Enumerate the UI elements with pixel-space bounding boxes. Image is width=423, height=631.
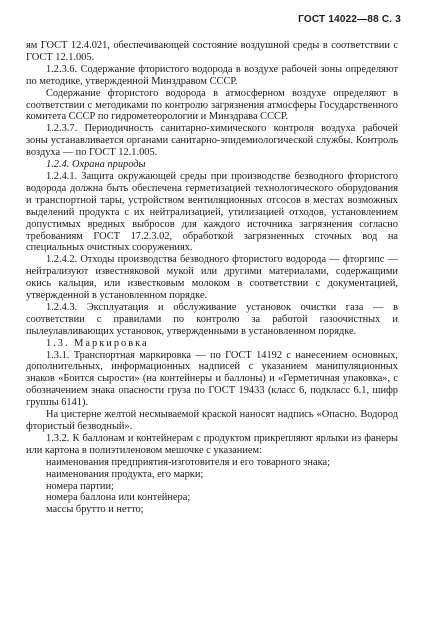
paragraph: 1.3.2. К баллонам и контейнерам с продуктом прикрепляют ярлыки из фанеры или картона в полиэтиленовом мешочке с указанием: (26, 432, 398, 456)
list-item: номера баллона или контейнера; (46, 492, 191, 504)
page-header: ГОСТ 14022—88 С. 3 (298, 14, 401, 25)
paragraph: Содержание фтористого водорода в атмосферном воздухе определяют в соответствии с методиками по контролю загрязнения атмосферы Государственного комитета СССР по гидрометеорологии и Минздрава СССР. (26, 87, 398, 123)
paragraph: 1.2.4.3. Эксплуатация и обслуживание установок очистки газа — в соответствии с правилами по контролю за работой газоочистных и пылеулавливающих установок, утвержденными в установленном порядке. (26, 301, 398, 337)
paragraph: 1.2.4.2. Отходы производства безводного фтористого водорода — фторгипс — нейтрализуют известняковой мукой или другими материалами, содержащими окись кальция, или известковым молоком в соответствии с документацией, утвержденной в установленном порядке. (26, 254, 398, 302)
section-heading-nature-protection: 1.2.4. Охрана природы (46, 159, 146, 171)
paragraph: 1.2.3.6. Содержание фтористого водорода в воздухе рабочей зоны определяют по методике, утвержденной Минздравом СССР. (26, 63, 398, 87)
paragraph: На цистерне желтой несмываемой краской наносят надпись «Опасно. Водород фтористый безводный». (26, 409, 398, 432)
list-item: наименования продукта, его марки; (46, 468, 204, 480)
paragraph: ям ГОСТ 12.4.021, обеспечивающей состояние воздушной среды в соответствии с ГОСТ 12.1.005. (26, 40, 398, 63)
paragraph: 1.2.4.1. Защита окружающей среды при производстве безводного фтористого водорода должна быть обеспечена герметизацией технологического оборудования и транспортной тары, устройством вентиляционных отсосов в местах возможных выделений продукта с их нейтрализацией, утилизацией отходов, установлением допустимых вредных выбросов для каждого источника загрязнения согласно требованиям ГОСТ 17.2.3.02, обработкой загрязненных сточных вод на специальных очистных сооружениях. (26, 170, 398, 254)
section-heading-marking: 1.3. Маркировка (46, 337, 149, 349)
paragraph: 1.3.1. Транспортная маркировка — по ГОСТ 14192 с нанесением основных, дополнительных, информационных надписей с указанием манипуляционных знаков «Боится сырости» (на контейнеры и баллоны) и «Герметичная упаковка», с обозначением знака опасности груза по ГОСТ 19433 (класс 6, подкласс 6.1, шифр группы 6141). (26, 349, 398, 409)
list-item: номера партии; (46, 480, 114, 492)
paragraph: 1.2.3.7. Периодичность санитарно-химического контроля воздуха рабочей зоны устанавливается органами санитарно-эпидемиологической службы. Контроль воздуха — по ГОСТ 12.1.005. (26, 123, 398, 159)
list-item: наименования предприятия-изготовителя и его товарного знака; (46, 456, 330, 468)
document-body (26, 40, 398, 516)
list-item: массы брутто и нетто; (46, 504, 144, 516)
